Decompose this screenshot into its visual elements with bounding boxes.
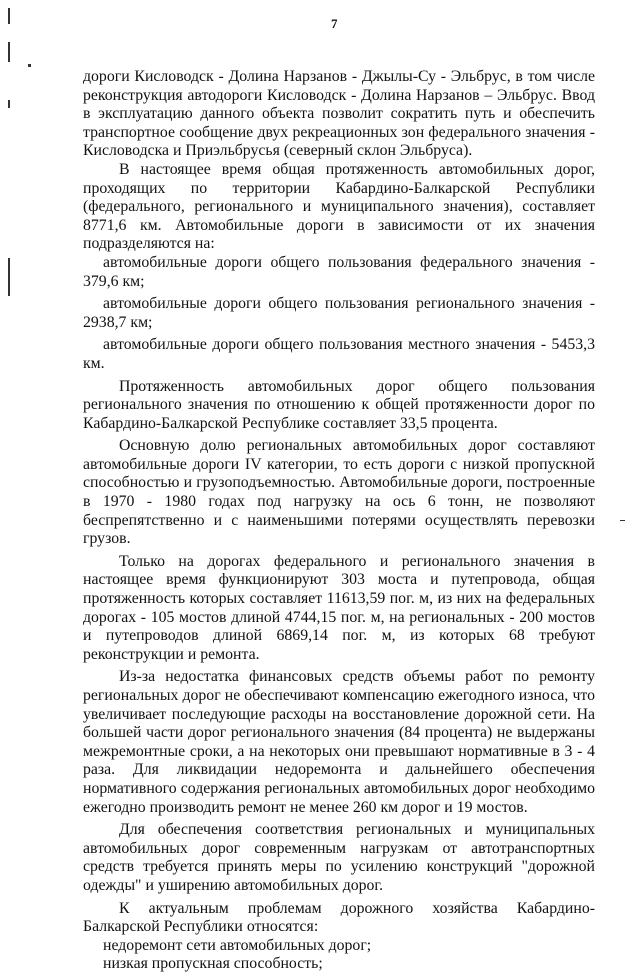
paragraph: Только на дорогах федерального и регионального значения в настоящее время функционируют 303 моста и путепровода, общая протяженность которых составляет 11613,59 пог. м, из них на федеральных дорогах - 105 мостов длиной 4744,15 пог. м, на региональных - 200 мостов и путепроводов длиной 6869,14 пог. м, из которых 68 требуют реконструкции и ремонта. bbox=[83, 552, 595, 663]
paragraph: В настоящее время общая протяженность автомобильных дорог, проходящих по территории Кабардино-Балкарской Республики (федерального, регионального и муниципального значения), составляет 8771,6 км. Автомобильные дороги в зависимости от их значения подразделяются на: bbox=[83, 160, 595, 253]
scan-mark bbox=[8, 258, 10, 296]
scan-mark bbox=[8, 100, 10, 108]
scan-mark bbox=[620, 520, 625, 521]
scan-mark bbox=[28, 64, 31, 67]
page-number: 7 bbox=[331, 16, 338, 31]
paragraph: Протяженность автомобильных дорог общего пользования регионального значения по отношению к общей протяженности дорог по Кабардино-Балкарской Республике составляет 33,5 процента. bbox=[83, 377, 595, 432]
list-item: автомобильные дороги общего пользования регионального значения - 2938,7 км; bbox=[83, 295, 595, 331]
list-item: низкая пропускная способность; bbox=[103, 955, 323, 973]
scan-mark bbox=[8, 42, 10, 62]
paragraph: Основную долю региональных автомобильных дорог составляют автомобильные дороги IV категории, то есть дороги с низкой пропускной способностью и грузоподъемностью. Автомобильные дороги, построенные в 1970 - 1980 годах под нагрузку на ось 6 тонн, не позволяют беспрепятственно и с наименьшими потерями осуществлять перевозки грузов. bbox=[83, 437, 595, 548]
paragraph: К актуальным проблемам дорожного хозяйства Кабардино-Балкарской Республики относятся: bbox=[83, 899, 595, 936]
list-item: автомобильные дороги общего пользования федерального значения - 379,6 км; bbox=[83, 253, 595, 290]
document-body bbox=[83, 68, 595, 974]
scan-mark bbox=[8, 8, 10, 24]
list-item: недоремонт сети автомобильных дорог; bbox=[103, 936, 372, 954]
paragraph: дороги Кисловодск - Долина Нарзанов - Джылы-Су - Эльбрус, в том числе реконструкция автодороги Кисловодск - Долина Нарзанов – Эльбрус. Ввод в эксплуатацию данного объекта позволит сократить путь и обеспечить транспортное сообщение двух рекреационных зон федерального значения - Кисловодска и Приэльбрусья (северный склон Эльбруса). bbox=[83, 68, 595, 160]
paragraph: Для обеспечения соответствия региональных и муниципальных автомобильных дорог современным нагрузкам от автотранспортных средств требуется принять меры по усилению конструкций "дорожной одежды" и уширению автомобильных дорог. bbox=[83, 821, 595, 894]
list-item: автомобильные дороги общего пользования местного значения - 5453,3 км. bbox=[83, 336, 595, 372]
paragraph: Из-за недостатка финансовых средств объемы работ по ремонту региональных дорог не обеспечивают компенсацию ежегодного износа, что увеличивает последующие расходы на восстановление дорожной сети. На большей части дорог регионального значения (84 процента) не выдержаны межремонтные сроки, а на некоторых они превышают нормативные в 3 - 4 раза. Для ликвидации недоремонта и дальнейшего обеспечения нормативного содержания региональных автомобильных дорог необходимо ежегодно производить ремонт не менее 260 км дорог и 19 мостов. bbox=[83, 668, 595, 816]
